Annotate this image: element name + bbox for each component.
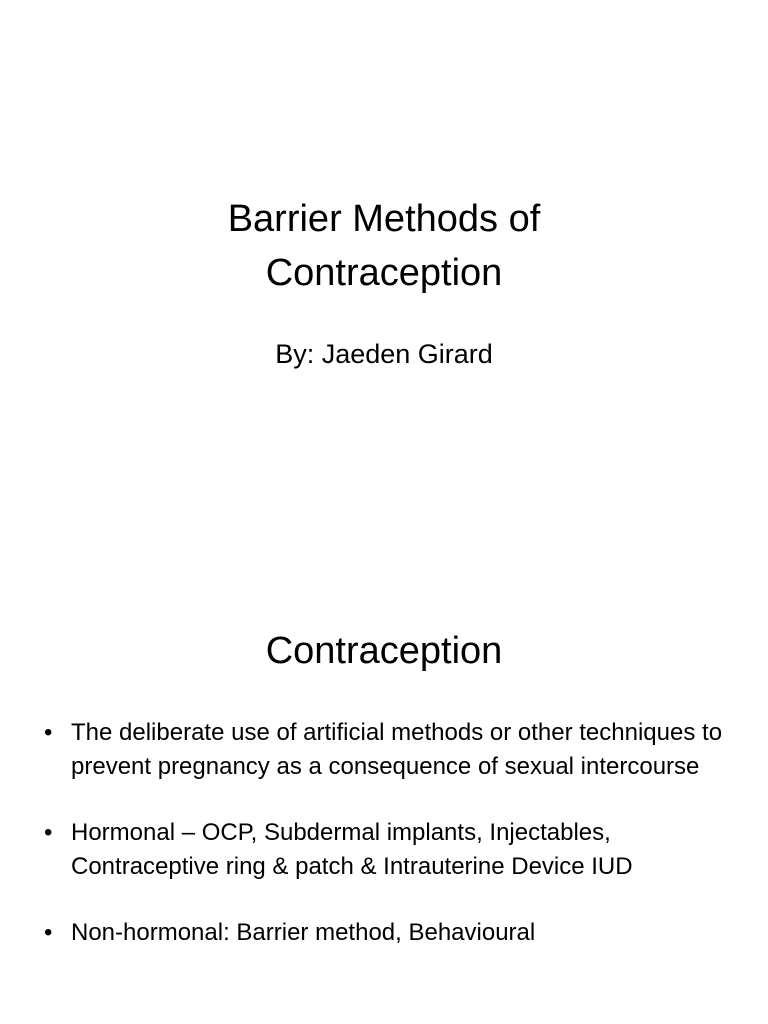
slide-title-heading <box>84 192 684 300</box>
slide-2-heading: Contraception <box>265 630 503 672</box>
bullet-item-non-hormonal <box>40 916 740 950</box>
bullet-list <box>40 716 740 982</box>
bullet-text: The deliberate use of artificial methods or other techniques to prevent pregnancy as a consequence of sexual intercourse <box>71 719 723 780</box>
slide-title-line-2: Contraception <box>265 252 503 294</box>
slide-contraception <box>0 576 768 1024</box>
bullet-text: Hormonal – OCP, Subdermal implants, Injectables, Contraceptive ring & patch & Intrauterine Device IUD <box>71 819 633 880</box>
bullet-item-hormonal <box>40 816 740 884</box>
bullet-icon: • <box>44 819 53 846</box>
slide-subtitle-author: By: Jaeden Girard <box>275 339 493 369</box>
bullet-item-definition <box>40 716 740 784</box>
bullet-icon: • <box>44 719 53 746</box>
slide-title-line-1: Barrier Methods of <box>227 198 541 240</box>
bullet-text: Non-hormonal: Barrier method, Behavioural <box>71 919 536 946</box>
bullet-icon: • <box>44 919 53 946</box>
